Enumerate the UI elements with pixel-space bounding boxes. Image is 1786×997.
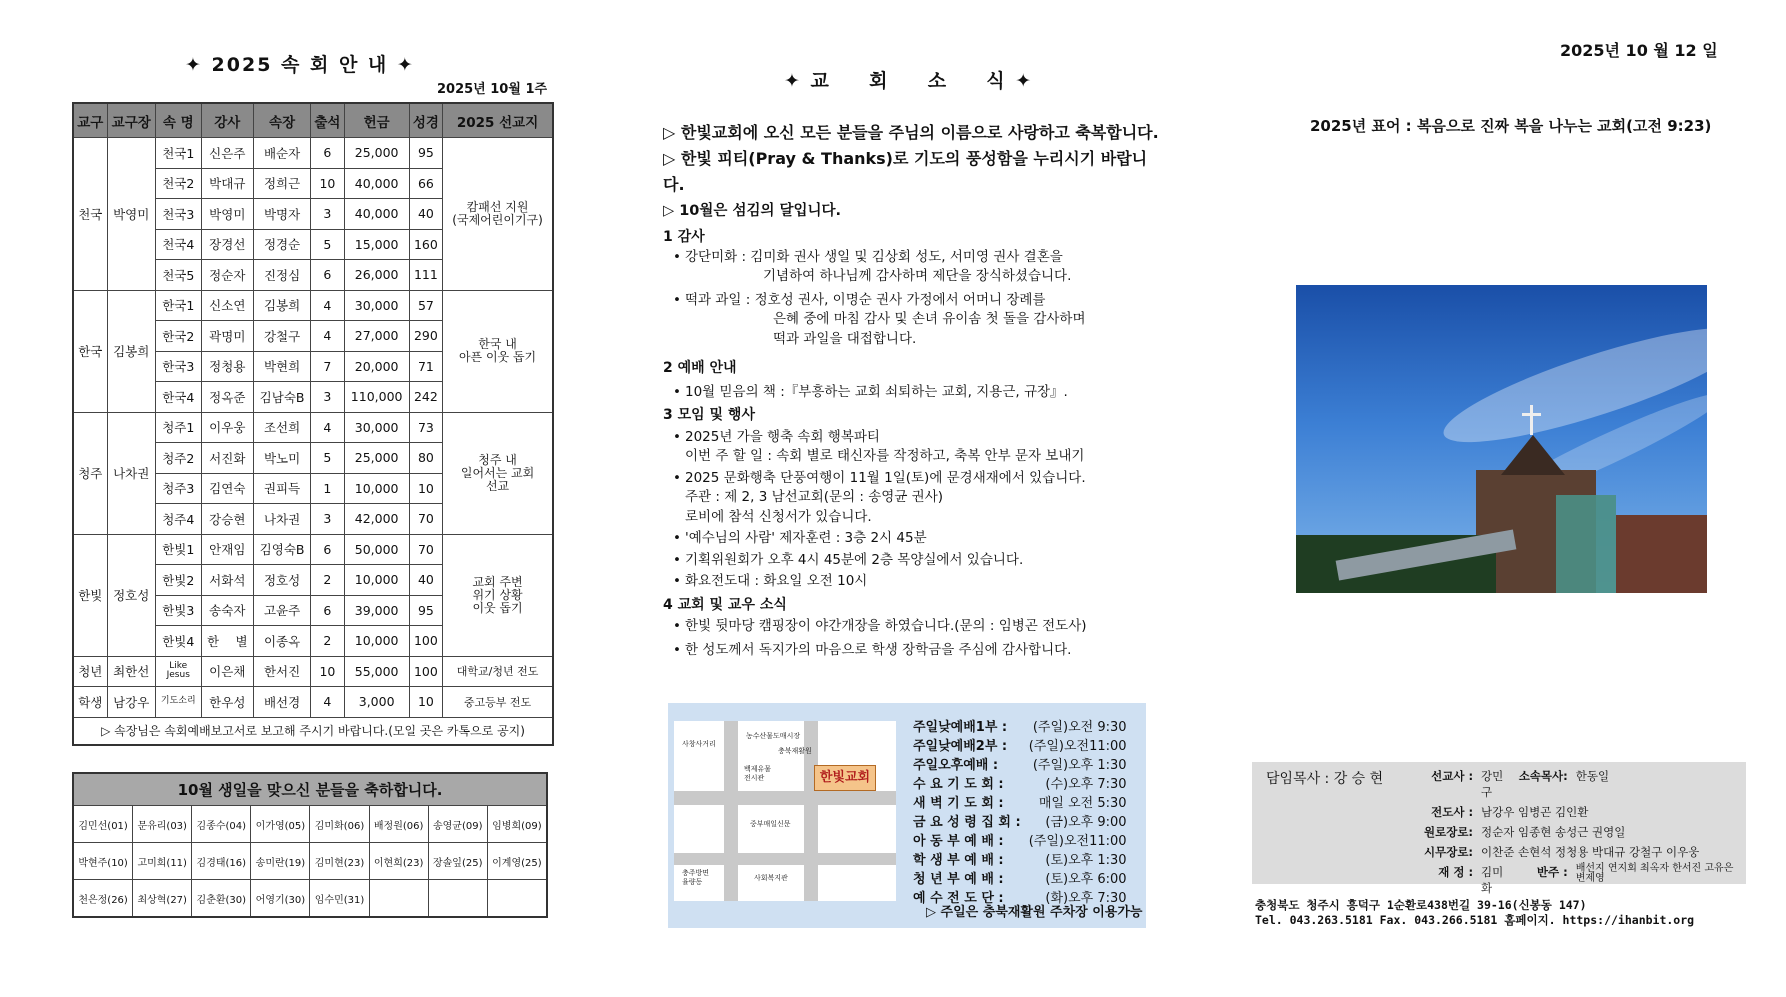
news-item: • 2025 문화행축 단풍여행이 11월 1일(토)에 문경새재에서 있습니다. — [663, 469, 1163, 489]
news-item: • 기획위원회가 오후 4시 45분에 2층 목양실에서 있습니다. — [663, 551, 1163, 571]
table-cell: 대학교/청년 전도 — [443, 656, 553, 687]
table-cell: 강철구 — [253, 321, 310, 352]
senior-pastor: 담임목사 : 강 승 현 — [1266, 771, 1384, 787]
staff-names: 배선지 연지회 최옥자 한서진 고유은 변제영 — [1575, 863, 1734, 884]
cell-group-title: ✦ 2025 속 회 안 내 ✦ — [185, 54, 415, 76]
col-header: 2025 선교지 — [443, 103, 553, 138]
staff-label: 선교사 : — [1431, 769, 1474, 783]
news-lead: ▷ 10월은 섬김의 달입니다. — [663, 203, 842, 219]
birthday-title: 10월 생일을 맞으신 분들을 축하합니다. — [73, 773, 547, 806]
table-cell: 3 — [311, 382, 344, 413]
table-cell: 박현희 — [253, 351, 310, 382]
table-cell: 한빛1 — [155, 534, 201, 565]
service-row — [909, 773, 1131, 792]
map-label: 백제유물 전시관 — [744, 765, 772, 782]
table-cell: 진정심 — [253, 260, 310, 291]
service-row — [909, 868, 1131, 887]
table-cell: 39,000 — [344, 595, 409, 626]
staff-label: 소속목사: — [1518, 769, 1568, 783]
table-cell: 기도소리 — [155, 687, 201, 718]
table-cell: 한빛4 — [155, 626, 201, 657]
col-header: 속장 — [253, 103, 310, 138]
table-cell: 80 — [409, 443, 442, 474]
table-cell: 95 — [409, 595, 442, 626]
service-row — [909, 716, 1131, 735]
table-row — [73, 412, 553, 443]
birthday-cell: 고미희(11) — [133, 843, 192, 880]
table-cell: 100 — [409, 656, 442, 687]
church-contact: Tel. 043.263.5181 Fax. 043.266.5181 홈페이지. https://ihanbit.org — [1255, 913, 1695, 927]
news-section — [663, 120, 1163, 660]
table-cell: 100 — [409, 626, 442, 657]
table-cell: 4 — [311, 290, 344, 321]
col-header: 속 명 — [155, 103, 201, 138]
table-row — [73, 806, 547, 843]
table-cell: 25,000 — [344, 443, 409, 474]
table-cell: 나차권 — [253, 504, 310, 535]
table-cell: 40,000 — [344, 168, 409, 199]
table-cell: 한국2 — [155, 321, 201, 352]
service-panel — [668, 703, 1146, 928]
birthday-cell: 이가영(05) — [251, 806, 310, 843]
service-name: 새 벽 기 도 회 : — [913, 796, 1004, 811]
map-label: 충주방면 율량동 — [682, 869, 710, 886]
service-times — [909, 716, 1131, 906]
service-row — [909, 792, 1131, 811]
table-cell: 서화석 — [201, 565, 253, 596]
staff-names: 이찬준 손현석 정청용 박대규 강철구 이우웅 — [1481, 845, 1700, 859]
table-cell: 한국3 — [155, 351, 201, 382]
church-marker: 한빛교회 — [814, 765, 876, 791]
service-time: (토)오후 1:30 — [1045, 853, 1127, 868]
service-name: 아 동 부 예 배 : — [913, 834, 1004, 849]
table-cell: 6 — [311, 138, 344, 169]
table-cell: 2 — [311, 626, 344, 657]
table-cell: 김남숙B — [253, 382, 310, 413]
table-cell: 1 — [311, 473, 344, 504]
birthday-cell: 장솔잎(25) — [428, 843, 487, 880]
birthday-cell: 박현주(10) — [73, 843, 133, 880]
news-lead: ▷ 한빛교회에 오신 모든 분들을 주님의 이름으로 사랑하고 축복합니다. — [663, 123, 1159, 142]
news-item: • 한 성도께서 독지가의 마음으로 학생 장학금을 주심에 감사합니다. — [663, 641, 1163, 661]
table-cell: 신은주 — [201, 138, 253, 169]
district-name: 천국 — [73, 138, 107, 291]
table-cell: 청주4 — [155, 504, 201, 535]
table-cell: 이은채 — [201, 656, 253, 687]
table-cell: 한우성 — [201, 687, 253, 718]
col-header: 헌금 — [344, 103, 409, 138]
staff-label: 시무장로: — [1424, 845, 1474, 859]
staff-names: 김미화 — [1481, 865, 1504, 895]
service-row — [909, 811, 1131, 830]
news-item: • 강단미화 : 김미화 권사 생일 및 김상회 성도, 서미영 권사 결혼을 — [663, 248, 1163, 268]
table-cell: 160 — [409, 229, 442, 260]
table-cell: 15,000 — [344, 229, 409, 260]
district-leader: 정호성 — [107, 534, 155, 656]
birthday-cell: 김민선(01) — [73, 806, 133, 843]
table-cell: 4 — [311, 412, 344, 443]
table-cell: 천국3 — [155, 199, 201, 230]
news-title: ✦ 교 회 소 식 ✦ — [784, 70, 1034, 92]
table-cell: 4 — [311, 321, 344, 352]
table-cell: 6 — [311, 595, 344, 626]
table-cell: 한서진 — [253, 656, 310, 687]
birthday-cell: 김미화(06) — [310, 806, 369, 843]
table-cell: 신소연 — [201, 290, 253, 321]
staff-row — [1420, 802, 1740, 822]
staff-label: 반주 : — [1536, 865, 1568, 879]
birthday-cell: 김종수(04) — [192, 806, 251, 843]
table-cell: 최한선 — [107, 656, 155, 687]
table-row — [73, 290, 553, 321]
col-header: 강사 — [201, 103, 253, 138]
table-cell: 242 — [409, 382, 442, 413]
table-cell: 3 — [311, 199, 344, 230]
church-photo — [1296, 285, 1707, 593]
table-cell: 천국1 — [155, 138, 201, 169]
table-cell: 30,000 — [344, 412, 409, 443]
table-cell: 26,000 — [344, 260, 409, 291]
news-item-cont: 떡과 과일을 대접합니다. — [773, 330, 917, 347]
table-row — [73, 843, 547, 880]
birthday-cell — [369, 880, 428, 918]
staff-row — [1420, 862, 1740, 898]
staff-row — [1420, 842, 1740, 862]
birthday-cell: 송미란(19) — [251, 843, 310, 880]
service-name: 금 요 성 령 집 회 : — [913, 815, 1021, 830]
section-heading: 2 예배 안내 — [663, 360, 737, 376]
service-name: 주일오후예배 : — [913, 758, 999, 773]
table-cell: 70 — [409, 504, 442, 535]
district-name: 한빛 — [73, 534, 107, 656]
service-time: (주일)오전11:00 — [1028, 739, 1127, 754]
table-cell: 10 — [311, 168, 344, 199]
table-cell: 곽명미 — [201, 321, 253, 352]
table-cell: 110,000 — [344, 382, 409, 413]
birthday-cell: 이현희(23) — [369, 843, 428, 880]
table-cell: 40,000 — [344, 199, 409, 230]
table-cell: 10,000 — [344, 473, 409, 504]
table-cell: 정옥준 — [201, 382, 253, 413]
report-note: ▷ 속장님은 속회예배보고서로 보고해 주시기 바랍니다.(모일 곳은 카톡으로 공지) — [73, 717, 553, 745]
staff-label: 전도사 : — [1431, 805, 1474, 819]
section-heading: 1 감사 — [663, 229, 705, 245]
table-cell: 남강우 — [107, 687, 155, 718]
service-time: (주일)오후 1:30 — [1032, 758, 1127, 773]
district-leader: 박영미 — [107, 138, 155, 291]
birthday-cell: 천은정(26) — [73, 880, 133, 918]
section-heading: 4 교회 및 교우 소식 — [663, 596, 787, 613]
table-cell: 청주1 — [155, 412, 201, 443]
staff-names: 한동일 — [1575, 769, 1610, 783]
table-cell: 290 — [409, 321, 442, 352]
table-cell: 정호성 — [253, 565, 310, 596]
birthday-cell: 김춘환(30) — [192, 880, 251, 918]
service-name: 주일낮예배2부 : — [913, 739, 1008, 754]
table-cell: 강승현 — [201, 504, 253, 535]
birthday-cell: 최상혁(27) — [133, 880, 192, 918]
table-cell: 10,000 — [344, 565, 409, 596]
table-cell: 7 — [311, 351, 344, 382]
table-cell: 3,000 — [344, 687, 409, 718]
service-row — [909, 754, 1131, 773]
parking-note: ▷ 주일은 충북재활원 주차장 이용가능 — [926, 905, 1143, 920]
table-cell: 5 — [311, 229, 344, 260]
birthday-table — [72, 772, 548, 918]
table-cell: 배순자 — [253, 138, 310, 169]
staff-row — [1420, 766, 1740, 802]
table-cell: 40 — [409, 565, 442, 596]
table-cell: 이종옥 — [253, 626, 310, 657]
map-label: 중부매일신문 — [750, 820, 791, 828]
service-time: (주일)오전11:00 — [1028, 834, 1127, 849]
map-label: 사창사거리 — [682, 740, 716, 748]
news-item: • 2025년 가을 행축 속회 행복파티 — [663, 428, 1163, 448]
table-cell: 27,000 — [344, 321, 409, 352]
table-cell: 25,000 — [344, 138, 409, 169]
table-cell: 김연숙 — [201, 473, 253, 504]
news-item: • 한빛 뒷마당 캠핑장이 야간개장을 하였습니다.(문의 : 임병곤 전도사) — [663, 617, 1163, 637]
staff-names: 남강우 임병곤 김인환 — [1481, 805, 1589, 819]
table-cell: 안재임 — [201, 534, 253, 565]
staff-panel — [1252, 762, 1746, 895]
birthday-cell: 김경태(16) — [192, 843, 251, 880]
staff-table — [1420, 766, 1740, 898]
news-item-cont: 이번 주 할 일 : 속회 별로 태신자를 작정하고, 축복 안부 문자 보내기 — [685, 448, 1085, 464]
table-cell: 한빛3 — [155, 595, 201, 626]
service-time: (금)오후 9:00 — [1045, 815, 1127, 830]
birthday-cell: 배정원(06) — [369, 806, 428, 843]
district-leader: 김봉희 — [107, 290, 155, 412]
table-cell: 50,000 — [344, 534, 409, 565]
table-cell: 권피득 — [253, 473, 310, 504]
table-row — [73, 687, 553, 718]
mission-cell: 캄패선 지원 (국제어린이기구) — [443, 138, 553, 291]
table-cell: 20,000 — [344, 351, 409, 382]
table-cell: 장경선 — [201, 229, 253, 260]
news-item: • 떡과 과일 : 정호성 권사, 이명순 권사 가정에서 어머니 장례를 — [663, 291, 1163, 311]
table-cell: 57 — [409, 290, 442, 321]
birthday-cell: 어영기(30) — [251, 880, 310, 918]
week-label: 2025년 10월 1주 — [437, 82, 548, 97]
section-heading: 3 모임 및 행사 — [663, 407, 755, 423]
mission-cell: 교회 주변 위기 상황 이웃 돕기 — [443, 534, 553, 656]
table-cell: 고윤주 — [253, 595, 310, 626]
cell-group-table — [72, 102, 554, 746]
table-cell: 김영숙B — [253, 534, 310, 565]
service-row — [909, 735, 1131, 754]
table-cell: 한국1 — [155, 290, 201, 321]
table-cell: 김봉희 — [253, 290, 310, 321]
district-leader: 나차권 — [107, 412, 155, 534]
table-row — [73, 138, 553, 169]
birthday-cell: 임병희(09) — [487, 806, 547, 843]
table-cell: 청년 — [73, 656, 107, 687]
table-cell: 천국5 — [155, 260, 201, 291]
col-header: 성경 — [409, 103, 442, 138]
birthday-cell: 문유리(03) — [133, 806, 192, 843]
news-item-cont: 주관 : 제 2, 3 남선교회(문의 : 송영균 권사) — [685, 489, 944, 505]
table-cell: 이우웅 — [201, 412, 253, 443]
news-item: • 10월 믿음의 책 :『부흥하는 교회 쇠퇴하는 교회, 지용근, 규장』. — [663, 383, 1163, 403]
table-cell: 한 별 — [201, 626, 253, 657]
table-cell: 박노미 — [253, 443, 310, 474]
birthday-cell: 김미현(23) — [310, 843, 369, 880]
table-cell: 10 — [311, 656, 344, 687]
bulletin-date: 2025년 10 월 12 일 — [1560, 41, 1718, 60]
map-label: 사회복지관 — [754, 874, 788, 882]
table-row — [73, 656, 553, 687]
staff-label: 재 정 : — [1438, 865, 1474, 879]
table-cell: 박영미 — [201, 199, 253, 230]
table-cell: 송숙자 — [201, 595, 253, 626]
table-cell: 천국4 — [155, 229, 201, 260]
table-cell: 55,000 — [344, 656, 409, 687]
table-cell: 10 — [409, 687, 442, 718]
table-cell: 배선경 — [253, 687, 310, 718]
table-cell: 95 — [409, 138, 442, 169]
district-name: 한국 — [73, 290, 107, 412]
service-name: 예 수 전 도 단 : — [913, 891, 1004, 906]
service-name: 학 생 부 예 배 : — [913, 853, 1004, 868]
staff-names: 강민구 — [1481, 769, 1504, 799]
service-row — [909, 849, 1131, 868]
table-row — [73, 534, 553, 565]
service-time: (주일)오전 9:30 — [1032, 720, 1127, 735]
church-footer — [1255, 898, 1694, 928]
church-map — [674, 721, 896, 901]
table-cell: 중고등부 전도 — [443, 687, 553, 718]
col-header: 출석 — [311, 103, 344, 138]
service-time: (토)오후 6:00 — [1045, 872, 1127, 887]
staff-names: 정순자 임종현 송성근 권영일 — [1481, 825, 1626, 839]
table-cell: 6 — [311, 534, 344, 565]
service-name: 청 년 부 예 배 : — [913, 872, 1004, 887]
birthday-cell: 송영균(09) — [428, 806, 487, 843]
table-cell: 조선희 — [253, 412, 310, 443]
table-cell: 10 — [409, 473, 442, 504]
mission-cell: 청주 내 일어서는 교회 선교 — [443, 412, 553, 534]
col-header: 교구장 — [107, 103, 155, 138]
table-cell: 정희근 — [253, 168, 310, 199]
table-cell: 70 — [409, 534, 442, 565]
year-motto: 2025년 표어 : 복음으로 진짜 복을 나누는 교회(고전 9:23) — [1310, 117, 1712, 135]
table-cell: 10,000 — [344, 626, 409, 657]
service-time: (수)오후 7:30 — [1045, 777, 1127, 792]
birthday-cell — [428, 880, 487, 918]
birthday-cell — [487, 880, 547, 918]
table-cell: 3 — [311, 504, 344, 535]
service-time: (화)오후 7:30 — [1045, 891, 1127, 906]
table-cell: 30,000 — [344, 290, 409, 321]
birthday-cell: 이계영(25) — [487, 843, 547, 880]
news-item-cont: 로비에 참석 신청서가 있습니다. — [685, 508, 872, 525]
church-address: 충청북도 청주시 흥덕구 1순환로438번길 39-16(신봉동 147) — [1255, 898, 1587, 912]
service-name: 수 요 기 도 회 : — [913, 777, 1004, 792]
table-cell: 73 — [409, 412, 442, 443]
table-cell: 5 — [311, 443, 344, 474]
table-cell: 서진화 — [201, 443, 253, 474]
district-name: 청주 — [73, 412, 107, 534]
table-cell: 한국4 — [155, 382, 201, 413]
table-cell: 정경순 — [253, 229, 310, 260]
news-item-cont: 기념하여 하나님께 감사하며 제단을 장식하셨습니다. — [763, 268, 1072, 284]
birthday-cell: 임수민(31) — [310, 880, 369, 918]
table-cell: Like Jesus — [155, 656, 201, 687]
table-cell: 71 — [409, 351, 442, 382]
table-cell: 111 — [409, 260, 442, 291]
news-item: • 화요전도대 : 화요일 오전 10시 — [663, 572, 1163, 592]
table-cell: 천국2 — [155, 168, 201, 199]
news-lead: ▷ 한빛 피티(Pray & Thanks)로 기도의 풍성함을 누리시기 바랍니다. — [663, 149, 1148, 194]
map-label: 농수산물도매시장 — [746, 732, 801, 740]
mission-cell: 한국 내 아픈 이웃 돕기 — [443, 290, 553, 412]
table-cell: 정순자 — [201, 260, 253, 291]
table-cell: 40 — [409, 199, 442, 230]
staff-label: 원로장로: — [1424, 825, 1474, 839]
news-item-cont: 은혜 중에 마침 감사 및 손녀 유이솜 첫 돌을 감사하며 — [773, 311, 1086, 327]
table-row — [73, 880, 547, 918]
col-header: 교구 — [73, 103, 107, 138]
table-cell: 2 — [311, 565, 344, 596]
news-item: • '예수님의 사람' 제자훈련 : 3층 2시 45분 — [663, 529, 1163, 549]
table-cell: 청주2 — [155, 443, 201, 474]
staff-row — [1420, 822, 1740, 842]
table-cell: 42,000 — [344, 504, 409, 535]
table-cell: 박명자 — [253, 199, 310, 230]
table-cell: 4 — [311, 687, 344, 718]
table-cell: 학생 — [73, 687, 107, 718]
service-name: 주일낮예배1부 : — [913, 720, 1008, 735]
table-cell: 박대규 — [201, 168, 253, 199]
service-time: 매일 오전 5:30 — [1038, 796, 1127, 811]
table-cell: 정청용 — [201, 351, 253, 382]
service-row — [909, 830, 1131, 849]
table-cell: 6 — [311, 260, 344, 291]
table-cell: 청주3 — [155, 473, 201, 504]
table-cell: 한빛2 — [155, 565, 201, 596]
table-cell: 66 — [409, 168, 442, 199]
map-label: 충북재활원 — [778, 747, 812, 755]
